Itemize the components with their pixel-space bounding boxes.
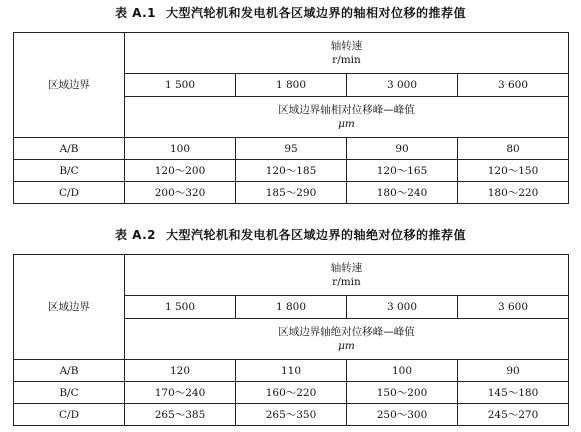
table-row: [14, 360, 569, 382]
speed-cell: 1 500: [125, 74, 236, 97]
shaft-speed-label: 轴转速: [330, 262, 363, 274]
zone-cell: C/D: [14, 182, 125, 204]
value-cell: 180～220: [458, 182, 569, 204]
displacement-unit: μm: [338, 118, 355, 130]
displacement-header: [125, 97, 569, 138]
table-a1-title: 大型汽轮机和发电机各区域边界的轴相对位移的推荐值: [166, 6, 467, 20]
table-row: [14, 182, 569, 204]
value-cell: 160～220: [236, 382, 347, 404]
zone-boundary-header: 区域边界: [14, 255, 125, 360]
value-cell: 145～180: [458, 382, 569, 404]
value-cell: 120: [125, 360, 236, 382]
table-row: [14, 138, 569, 160]
speed-cell: 1 800: [236, 74, 347, 97]
zone-boundary-header: 区域边界: [14, 33, 125, 138]
value-cell: 90: [347, 138, 458, 160]
table-a1-number: 表 A.1: [114, 6, 157, 20]
value-cell: 185～290: [236, 182, 347, 204]
value-cell: 245～270: [458, 404, 569, 426]
displacement-header: [125, 319, 569, 360]
value-cell: 150～200: [347, 382, 458, 404]
table-row: [14, 404, 569, 426]
value-cell: 120～150: [458, 160, 569, 182]
value-cell: 170～240: [125, 382, 236, 404]
shaft-speed-header: [125, 255, 569, 296]
speed-cell: 3 600: [458, 74, 569, 97]
value-cell: 180～240: [347, 182, 458, 204]
shaft-speed-header: [125, 33, 569, 74]
table-a1-caption: [0, 5, 581, 21]
table-row: [14, 382, 569, 404]
value-cell: 90: [458, 360, 569, 382]
value-cell: 120～200: [125, 160, 236, 182]
value-cell: 120～185: [236, 160, 347, 182]
speed-cell: 3 000: [347, 296, 458, 319]
value-cell: 95: [236, 138, 347, 160]
zone-cell: C/D: [14, 404, 125, 426]
table-a2-title: 大型汽轮机和发电机各区域边界的轴绝对位移的推荐值: [166, 228, 467, 242]
zone-cell: A/B: [14, 360, 125, 382]
speed-cell: 3 600: [458, 296, 569, 319]
speed-cell: 3 000: [347, 74, 458, 97]
value-cell: 80: [458, 138, 569, 160]
displacement-label: 区域边界轴相对位移峰—峰值: [278, 104, 415, 116]
value-cell: 200～320: [125, 182, 236, 204]
table-row: [14, 160, 569, 182]
table-a2: [13, 254, 569, 426]
table-a1: [13, 32, 569, 204]
value-cell: 120～165: [347, 160, 458, 182]
zone-cell: B/C: [14, 382, 125, 404]
table-a2-number: 表 A.2: [114, 228, 157, 242]
shaft-speed-unit: r/min: [332, 54, 361, 66]
displacement-unit: μm: [338, 340, 355, 352]
table-a2-caption: [0, 227, 581, 243]
value-cell: 100: [125, 138, 236, 160]
value-cell: 110: [236, 360, 347, 382]
value-cell: 100: [347, 360, 458, 382]
displacement-label: 区域边界轴绝对位移峰—峰值: [278, 326, 415, 338]
shaft-speed-label: 轴转速: [330, 40, 363, 52]
zone-cell: A/B: [14, 138, 125, 160]
value-cell: 265～350: [236, 404, 347, 426]
zone-cell: B/C: [14, 160, 125, 182]
value-cell: 250～300: [347, 404, 458, 426]
speed-cell: 1 500: [125, 296, 236, 319]
value-cell: 265～385: [125, 404, 236, 426]
speed-cell: 1 800: [236, 296, 347, 319]
shaft-speed-unit: r/min: [332, 276, 361, 288]
